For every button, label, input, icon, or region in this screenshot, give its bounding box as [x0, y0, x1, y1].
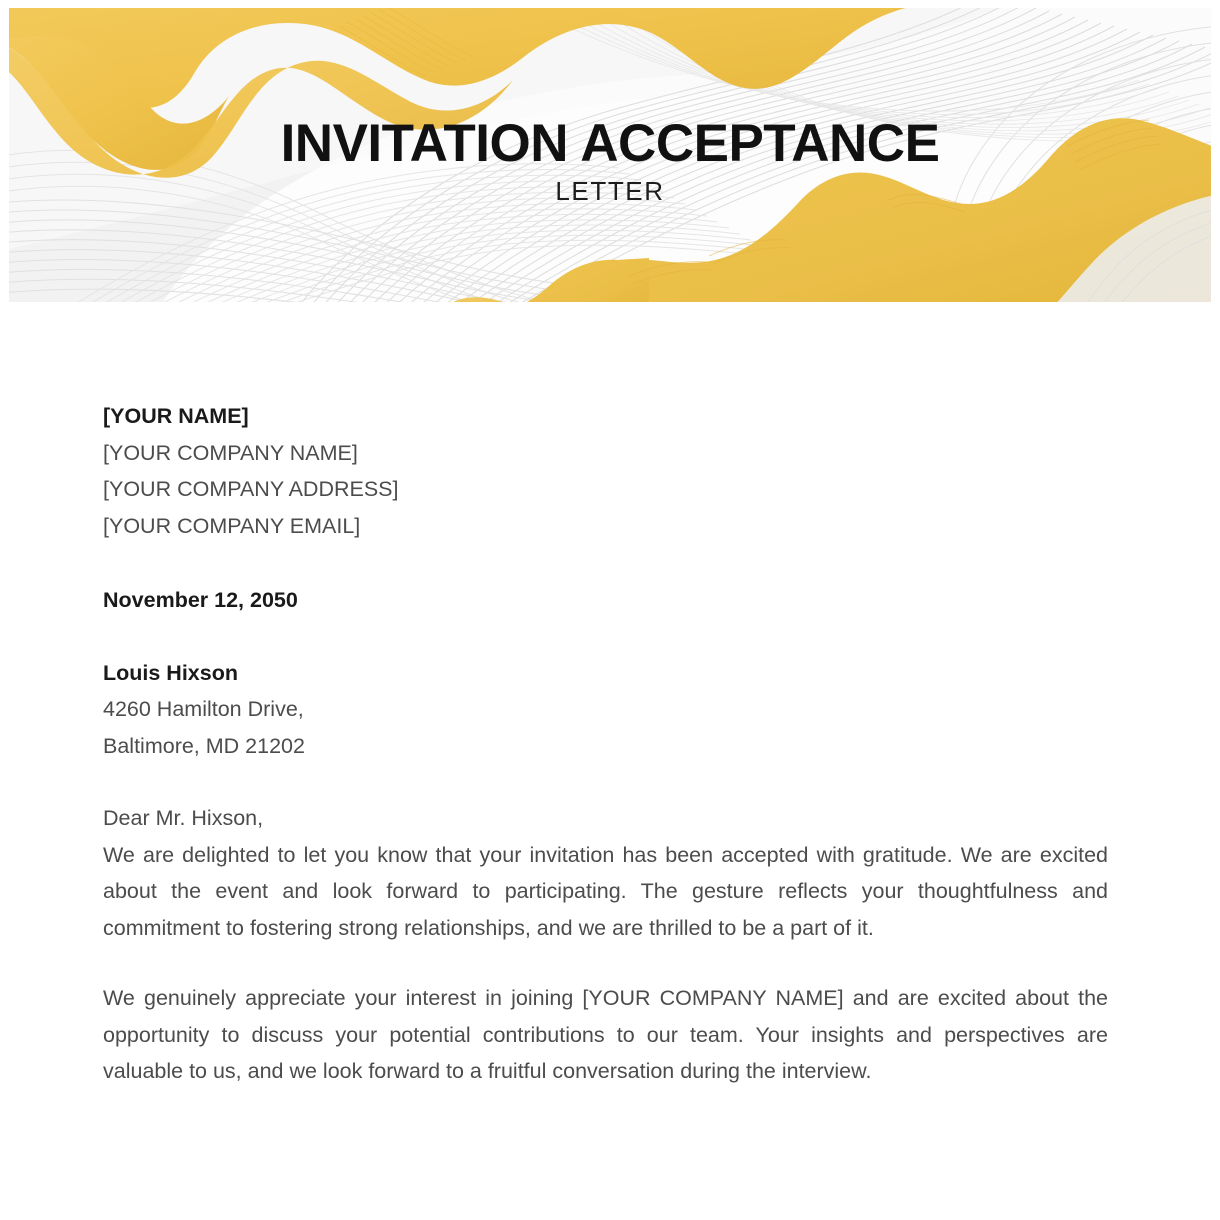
- header-banner: [9, 8, 1211, 302]
- sender-address-block: [103, 398, 1108, 544]
- recipient-name: Louis Hixson: [103, 660, 238, 685]
- body-paragraph-2: We genuinely appreciate your interest in joining [YOUR COMPANY NAME] and are excited about the opportunity to discuss your potential contributions to our team. Your insights and perspectives are valuable to us, and we look forward to a fruitful conversation during the interview.: [103, 986, 1108, 1083]
- sender-company: [YOUR COMPANY NAME]: [103, 440, 358, 465]
- recipient-address-block: [103, 655, 1108, 765]
- salutation: Dear Mr. Hixson,: [103, 806, 264, 830]
- salutation-block: [103, 800, 1108, 837]
- recipient-address-line-1: 4260 Hamilton Drive,: [103, 697, 304, 721]
- letter-date-block: [103, 582, 1108, 619]
- sender-email: [YOUR COMPANY EMAIL]: [103, 513, 361, 538]
- document-subtitle: LETTER: [555, 176, 665, 207]
- sender-name: [YOUR NAME]: [103, 404, 249, 428]
- header-title-group: [9, 116, 1211, 206]
- recipient-address-line-2: Baltimore, MD 21202: [103, 733, 305, 758]
- sender-address: [YOUR COMPANY ADDRESS]: [103, 477, 399, 501]
- letter-date: November 12, 2050: [103, 588, 298, 612]
- letter-content: [103, 398, 1108, 1111]
- document-title: INVITATION ACCEPTANCE: [280, 114, 940, 173]
- body-paragraph-1: We are delighted to let you know that your invitation has been accepted with gratitude. We are excited about the event and look forward to participating. The gesture reflects your thoughtfulness and commitment to fostering strong relationships, and we are thrilled to be a part of it.: [103, 842, 1108, 940]
